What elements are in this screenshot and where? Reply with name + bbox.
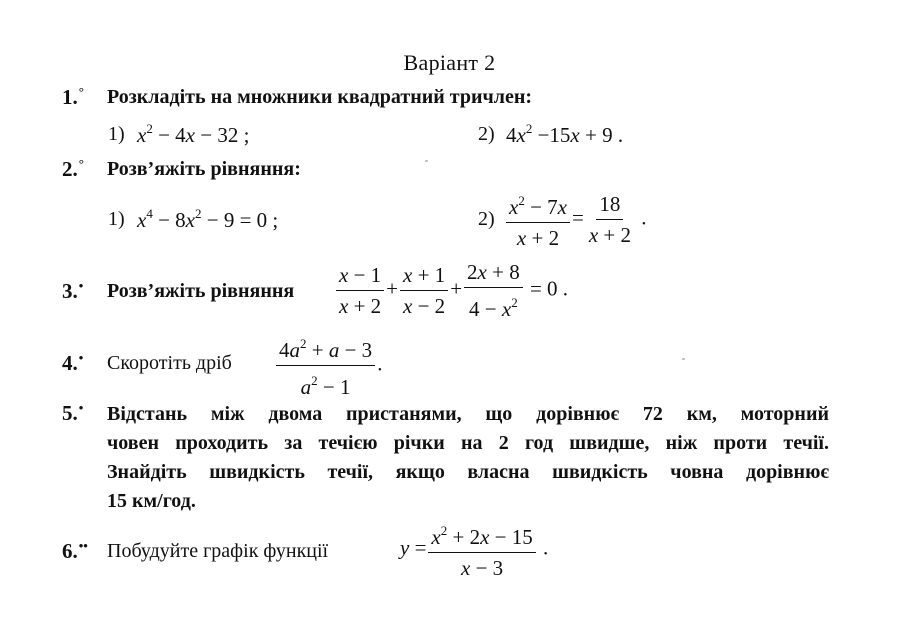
task-5-line-2: човен проходить за течією річки на 2 год швидше, ніж проти течії.: [107, 432, 829, 454]
task-6-number: 6.••: [62, 538, 88, 563]
task-6-text: Побудуйте графік функції: [107, 540, 329, 562]
variant-title: Варіант 2: [403, 50, 496, 75]
task-6-fraction: $\frac{x^2 + 2x - 15}{x - 3}$: [428, 518, 535, 581]
task-2-number: 2.°: [62, 156, 84, 181]
task-3-fraction-2: $\frac{x + 1}{x - 2}$: [400, 262, 448, 319]
task-1-item-1-label: 1): [108, 123, 125, 145]
task-2-lhs-fraction: $\frac{x^2 - 7x}{x + 2}$: [506, 188, 570, 251]
task-5-number: 5.•: [62, 400, 84, 425]
scan-speck: [682, 358, 685, 360]
task-1-item-1-expression: $x^2 - 4x - 32$ ;: [137, 121, 250, 147]
task-4-expression: $\frac{4a^2 + a - 3}{a^2 - 1}$ .: [274, 331, 382, 400]
task-1-item-2-label: 2): [478, 123, 495, 145]
task-3-fraction-3: $\frac{2x + 8}{4 - x^2}$: [464, 259, 523, 322]
task-4-fraction: $\frac{4a^2 + a - 3}{a^2 - 1}$: [276, 331, 375, 400]
task-2-item-1-label: 1): [108, 208, 125, 230]
task-2-text: Розв’яжіть рівняння:: [107, 158, 301, 180]
task-5-line-4: 15 км/год.: [107, 490, 196, 512]
task-5-line-1: Відстань між двома пристанями, що дорівнює 72 км, моторний: [107, 403, 829, 425]
task-3-number: 3.•: [62, 278, 84, 303]
task-1-item-2-expression: $4x^2 -15x + 9$ .: [506, 121, 624, 147]
task-2-item-2-equation: $\frac{x^2 - 7x}{x + 2}$ = $\frac{18}{x + 2}$ .: [504, 188, 647, 251]
task-3-rhs: = 0 .: [529, 276, 569, 301]
task-1-text: Розкладіть на множники квадратний тричлен:: [107, 86, 533, 108]
task-5-line-3: Знайдіть швидкість течії, якщо власна швидкість човна дорівнює: [107, 461, 829, 483]
task-2-item-2-label: 2): [478, 208, 495, 230]
task-3-fraction-1: $\frac{x - 1}{x + 2}$: [336, 262, 384, 319]
task-1-number: 1.°: [62, 84, 84, 109]
task-2-rhs-fraction: $\frac{18}{x + 2}$: [588, 192, 632, 247]
task-5-text: [107, 400, 829, 516]
task-4-number: 4.•: [62, 350, 84, 375]
scan-speck: [425, 160, 428, 162]
task-4-text: Скоротіть дріб: [107, 352, 232, 374]
task-3-equation: $\frac{x - 1}{x + 2}$ + $\frac{x + 1}{x - 2}$ + $\frac{2x + 8}{4 - x^2}$ = 0 .: [334, 259, 568, 322]
task-2-item-1-expression: $x^4 - 8x^2 - 9 = 0$ ;: [137, 206, 279, 232]
task-6-function: y = $\frac{x^2 + 2x - 15}{x - 3}$ .: [400, 518, 548, 581]
task-3-text: Розв’яжіть рівняння: [107, 280, 295, 302]
